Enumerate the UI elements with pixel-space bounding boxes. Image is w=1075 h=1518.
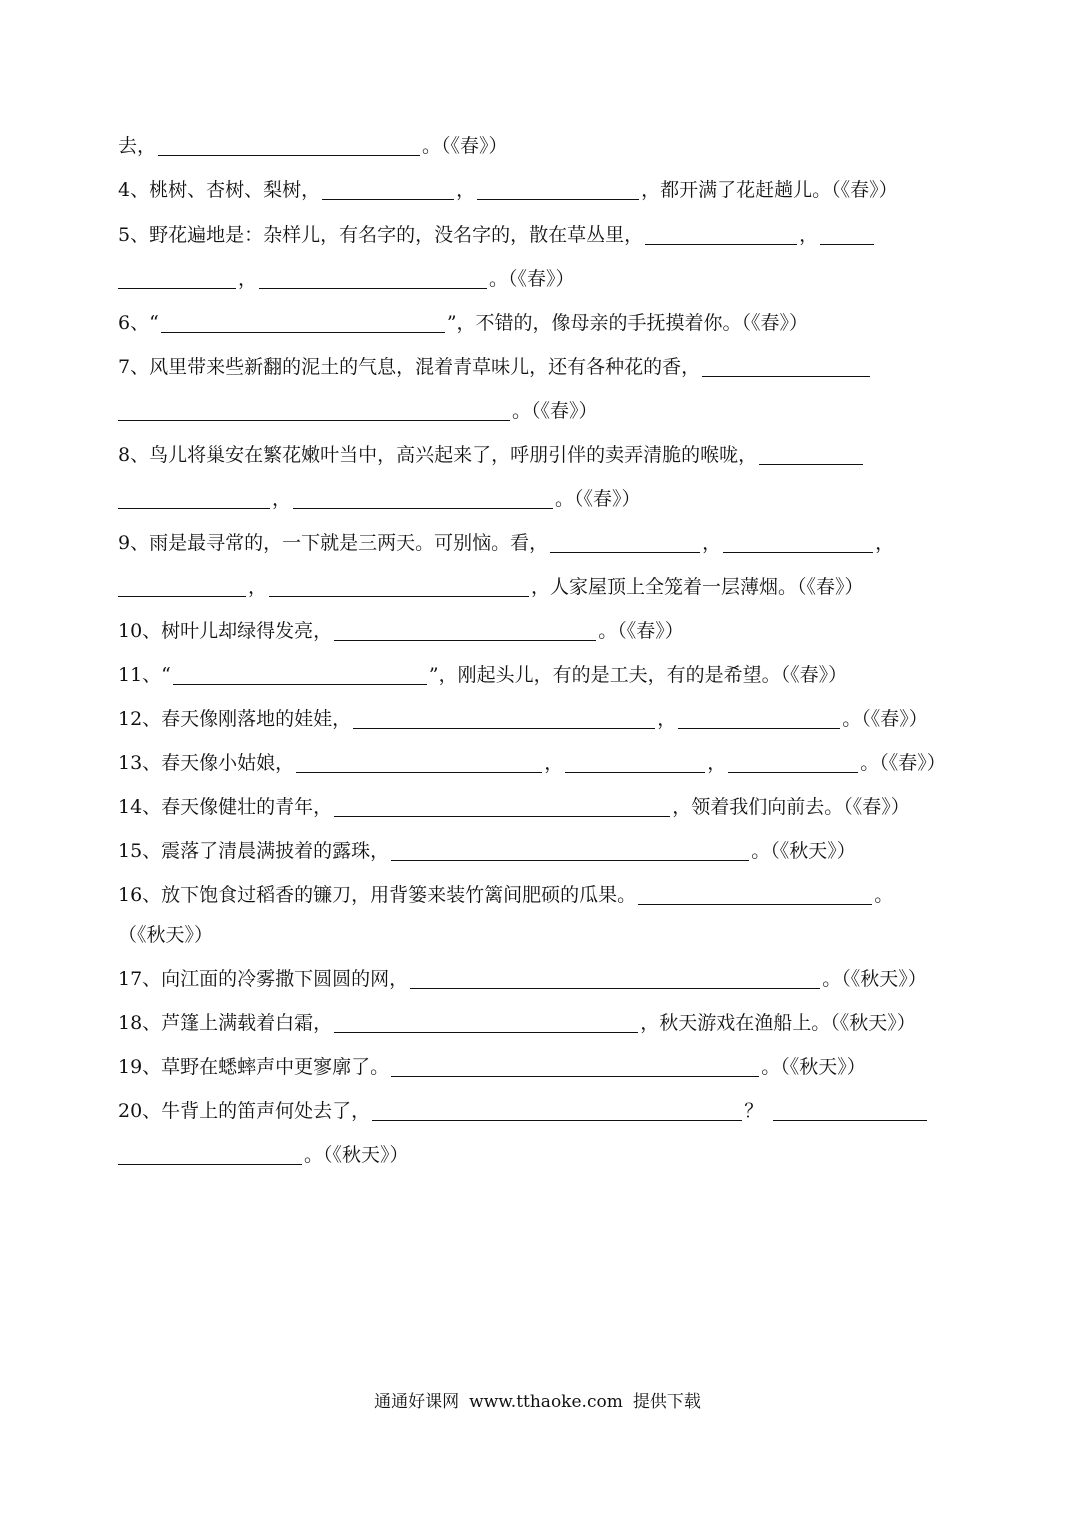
text: ， — [702, 532, 722, 554]
text: ， — [707, 752, 727, 774]
text: 7、风里带来些新翻的泥土的气息，混着青草味儿，还有各种花的香， — [118, 356, 701, 378]
question-20-cont — [118, 1140, 958, 1170]
text: 去， — [118, 135, 157, 157]
text: ，秋天游戏在渔船上。（《秋天》） — [640, 1012, 916, 1034]
text: 。（《春》） — [422, 135, 508, 157]
question-4 — [118, 175, 958, 205]
text: 14、春天像健壮的青年， — [118, 796, 333, 818]
question-17 — [118, 964, 958, 994]
answer-blank[interactable] — [773, 1100, 927, 1121]
question-8 — [118, 440, 958, 470]
text: 12、春天像刚落地的娃娃， — [118, 708, 352, 730]
text: 。（《春》） — [842, 708, 928, 730]
text: 。（《秋天》） — [751, 840, 856, 862]
text: 5、野花遍地是：杂样儿，有名字的，没名字的，散在草丛里， — [118, 224, 644, 246]
text: ， — [544, 752, 564, 774]
answer-blank[interactable] — [296, 752, 542, 773]
answer-blank[interactable] — [820, 224, 874, 245]
answer-blank[interactable] — [678, 708, 840, 729]
text: ”，刚起头儿，有的是工夫，有的是希望。（《春》） — [428, 664, 848, 686]
text: ？ — [744, 1100, 764, 1122]
text: ， — [456, 179, 476, 201]
text: 。（《秋天》） — [761, 1056, 866, 1078]
answer-blank[interactable] — [322, 179, 454, 200]
text: 17、向江面的冷雾撒下圆圆的网， — [118, 968, 409, 990]
answer-blank[interactable] — [759, 444, 863, 465]
answer-blank[interactable] — [372, 1100, 742, 1121]
text: 11、“ — [118, 664, 171, 686]
question-11 — [118, 660, 958, 690]
question-10 — [118, 616, 958, 646]
text: ， — [657, 708, 677, 730]
answer-blank[interactable] — [702, 356, 870, 377]
text: ， — [248, 576, 268, 598]
question-15 — [118, 836, 958, 866]
text: 16、放下饱食过稻香的镰刀，用背篓来装竹篱间肥硕的瓜果。 — [118, 884, 637, 906]
question-16-source — [118, 920, 958, 950]
text: 。 — [874, 884, 894, 906]
footer-url[interactable]: www.tthaoke.com — [469, 1392, 623, 1412]
text: 。（《秋天》） — [304, 1144, 409, 1166]
question-6 — [118, 308, 958, 338]
answer-blank[interactable] — [118, 1144, 302, 1165]
answer-blank[interactable] — [118, 400, 510, 421]
text: ”，不错的，像母亲的手抚摸着你。（《春》） — [446, 312, 809, 334]
text: 8、鸟儿将巢安在繁花嫩叶当中，高兴起来了，呼朋引伴的卖弄清脆的喉咙， — [118, 444, 758, 466]
text: 。（《秋天》） — [822, 968, 927, 990]
text: 20、牛背上的笛声何处去了， — [118, 1100, 371, 1122]
answer-blank[interactable] — [259, 268, 487, 289]
question-5 — [118, 220, 958, 250]
answer-blank[interactable] — [410, 968, 820, 989]
answer-blank[interactable] — [269, 576, 529, 597]
text: 6、“ — [118, 312, 159, 334]
question-9 — [118, 528, 958, 558]
question-19 — [118, 1052, 958, 1082]
text: 18、芦篷上满载着白霜， — [118, 1012, 333, 1034]
footer-note: 提供下载 — [632, 1392, 701, 1412]
answer-blank[interactable] — [353, 708, 655, 729]
text: 19、草野在蟋蟀声中更寥廓了。 — [118, 1056, 390, 1078]
text: 。（《春》） — [860, 752, 946, 774]
text: ， — [238, 268, 258, 290]
question-9-cont — [118, 572, 958, 602]
question-5-cont — [118, 264, 958, 294]
answer-blank[interactable] — [118, 488, 270, 509]
text: 10、树叶儿却绿得发亮， — [118, 620, 333, 642]
text: 9、雨是最寻常的，一下就是三两天。可别恼。看， — [118, 532, 549, 554]
answer-blank[interactable] — [293, 488, 553, 509]
question-7 — [118, 352, 958, 382]
text: （《秋天》） — [118, 924, 214, 946]
text: 。（《春》） — [489, 268, 575, 290]
answer-blank[interactable] — [391, 1056, 759, 1077]
answer-blank[interactable] — [391, 840, 749, 861]
question-20 — [118, 1096, 958, 1126]
question-14 — [118, 792, 958, 822]
answer-blank[interactable] — [723, 532, 873, 553]
question-7-cont — [118, 396, 958, 426]
answer-blank[interactable] — [158, 135, 420, 156]
text: ，人家屋顶上全笼着一层薄烟。（《春》） — [531, 576, 864, 598]
answer-blank[interactable] — [565, 752, 705, 773]
answer-blank[interactable] — [638, 884, 872, 905]
answer-blank[interactable] — [477, 179, 639, 200]
answer-blank[interactable] — [173, 664, 427, 685]
text: ， — [799, 224, 819, 246]
text: 13、春天像小姑娘， — [118, 752, 295, 774]
answer-blank[interactable] — [334, 620, 596, 641]
question-18 — [118, 1008, 958, 1038]
text: 4、桃树、杏树、梨树， — [118, 179, 321, 201]
answer-blank[interactable] — [728, 752, 858, 773]
text: ，都开满了花赶趟儿。（《春》） — [641, 179, 898, 201]
text: ， — [875, 532, 895, 554]
answer-blank[interactable] — [118, 268, 236, 289]
text: 。（《春》） — [555, 488, 641, 510]
question-13 — [118, 748, 958, 778]
question-8-cont — [118, 484, 958, 514]
text: ， — [272, 488, 292, 510]
question-16 — [118, 880, 958, 910]
line-1 — [118, 131, 958, 161]
text: ，领着我们向前去。（《春》） — [672, 796, 910, 818]
answer-blank[interactable] — [118, 576, 246, 597]
question-12 — [118, 704, 958, 734]
text: 。（《春》） — [512, 400, 598, 422]
text: 15、震落了清晨满披着的露珠， — [118, 840, 390, 862]
answer-blank[interactable] — [550, 532, 700, 553]
answer-blank[interactable] — [334, 796, 670, 817]
footer — [0, 1388, 1075, 1416]
answer-blank[interactable] — [334, 1012, 638, 1033]
answer-blank[interactable] — [645, 224, 797, 245]
footer-site-name: 通通好课网 — [374, 1392, 460, 1412]
answer-blank[interactable] — [161, 312, 445, 333]
text: 。（《春》） — [598, 620, 684, 642]
